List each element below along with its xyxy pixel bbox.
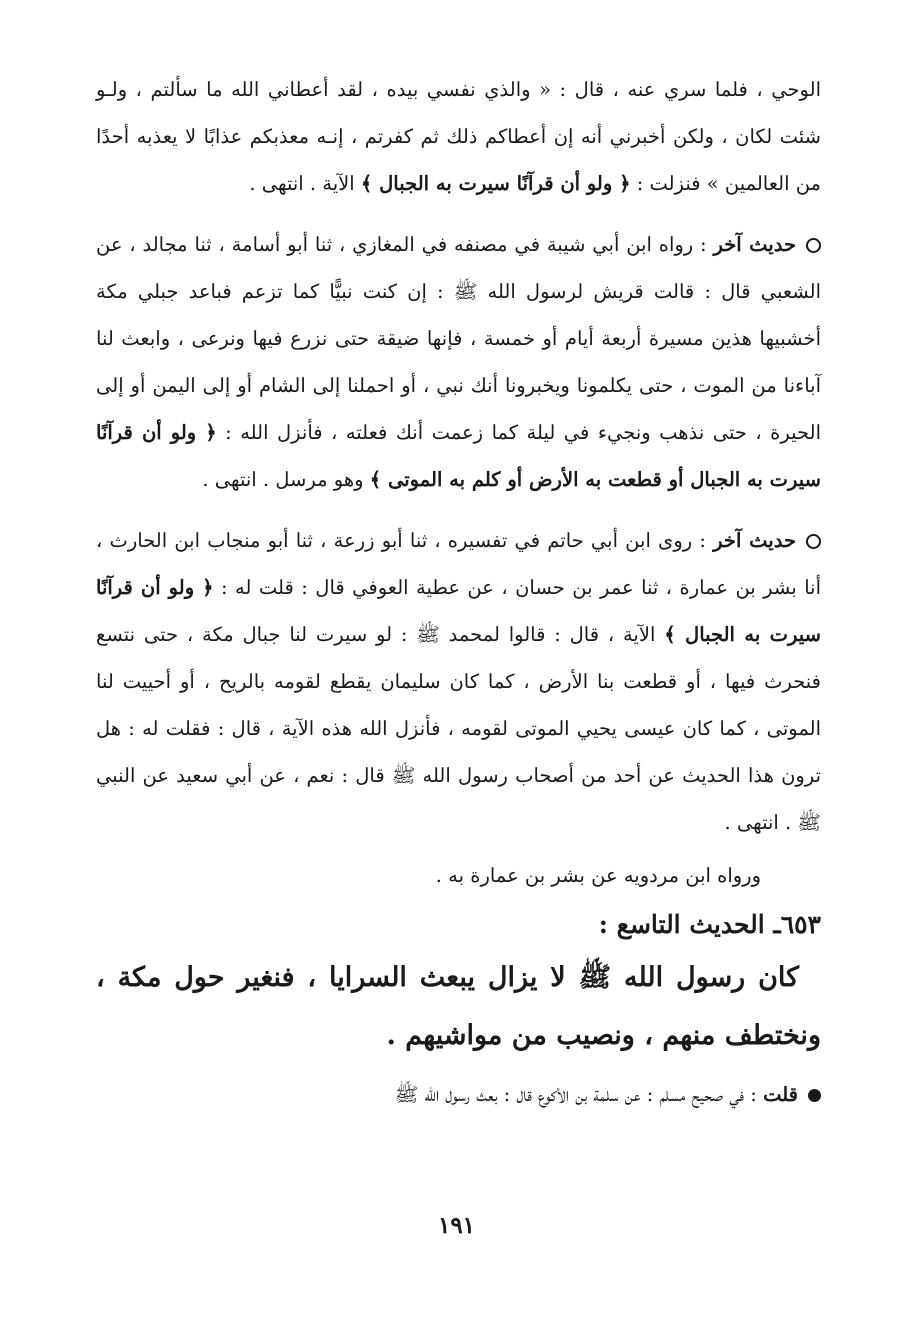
paragraph-ending: وهو مرسل . انتهى . <box>202 468 364 491</box>
quran-quote: ﴿ ولو أن قرآنًا سيرت به الجبال ﴾ <box>96 576 821 646</box>
circle-bullet-icon <box>806 238 821 253</box>
section-label: قلت <box>763 1083 798 1106</box>
hadith-text: كان رسول الله ﷺ لا يزال يبعث السرايا ، فنغير حول مكة ، ونختطف منهم ، ونصيب من مواشيهم . <box>96 962 821 1051</box>
paragraph-text: : روى ابن أبي حاتم في تفسيره ، ثنا أبو زرعة ، ثنا أبو منجاب ابن الحارث ، أنا بشر بن عمارة ، ثنا عمر بن حسان ، عن عطية العوفي قال : قلت له : <box>96 529 821 599</box>
quran-quote: ﴿ ولو أن قرآنًا سيرت به الجبال أو قطعت به الأرض أو كلم به الموتى ﴾ <box>96 421 821 491</box>
paragraph-ending: الآية . انتهى . <box>249 172 355 195</box>
paragraph-2 <box>96 221 821 503</box>
paragraph-text: : رواه ابن أبي شيبة في مصنفه في المغازي ، ثنا أبو أسامة ، ثنا مجالد ، عن الشعبي قال : قالت قريش لرسول الله ﷺ : إن كنت نبيًّا كما تزعم فباعد جبلي مكة أخشبيها هذين مسيرة أربعة أيام أو خمسة ، فإنها ضيقة حتى نزرع فيها ونرعى ، وابعث لنا آباءنا من الموت ، حتى يكلمونا ويخبرونا أنك نبي ، أو احملنا إلى الشام أو إلى اليمن أو إلى الحيرة ، حتى نذهب ونجيء في ليلة كما زعمت أنك فعلته ، فأنزل الله : <box>96 233 821 444</box>
hadith-heading: ٦٥٣ـ الحديث التاسع : <box>598 910 821 939</box>
circle-bullet-icon <box>806 534 821 549</box>
quran-quote: ﴿ ولو أن قرآنًا سيرت به الجبال ﴾ <box>360 172 631 195</box>
section-label: حديث آخر <box>713 233 796 256</box>
paragraph-4: ورواه ابن مردويه عن بشر بن عمارة به . <box>435 864 761 887</box>
bullet-icon <box>808 1089 821 1102</box>
paragraph-3 <box>96 517 821 846</box>
paragraph-1 <box>96 66 821 207</box>
paragraph-text: الوحي ، فلما سري عنه ، قال : « والذي نفسي بيده ، لقد أعطاني الله ما سألتم ، ولـو شئت لكان ، ولكن أخبرني أنه إن أعطاكم ذلك ثم كفرتم ، إنـه معذبكم عذابًا لا يعذبه أحدًا من العالمين » فنزلت : <box>96 78 821 195</box>
page-number: ١٩١ <box>437 1212 476 1239</box>
paragraph-text: : في صحيح مسلم : عن سلمة بن الأكوع قال : بعث رسول الله ﷺ <box>394 1083 757 1106</box>
paragraph-5 <box>96 1071 821 1118</box>
section-label: حديث آخر <box>713 529 797 552</box>
paragraph-ending: الآية ، قال : قالوا لمحمد ﷺ : لو سيرت لنا جبال مكة ، حتى نتسع فنحرث فيها ، أو قطعت بنا الأرض ، كما كان سليمان يقطع لقومه بالريح ، أو أحييت لنا الموتى ، كما كان عيسى يحيي الموتى لقومه ، فأنزل الله هذه الآية ، قال : فقلت له : هل ترون هذا الحديث عن أحد من أصحاب رسول الله ﷺ قال : نعم ، عن أبي سعيد عن النبي ﷺ . انتهى . <box>96 623 821 834</box>
